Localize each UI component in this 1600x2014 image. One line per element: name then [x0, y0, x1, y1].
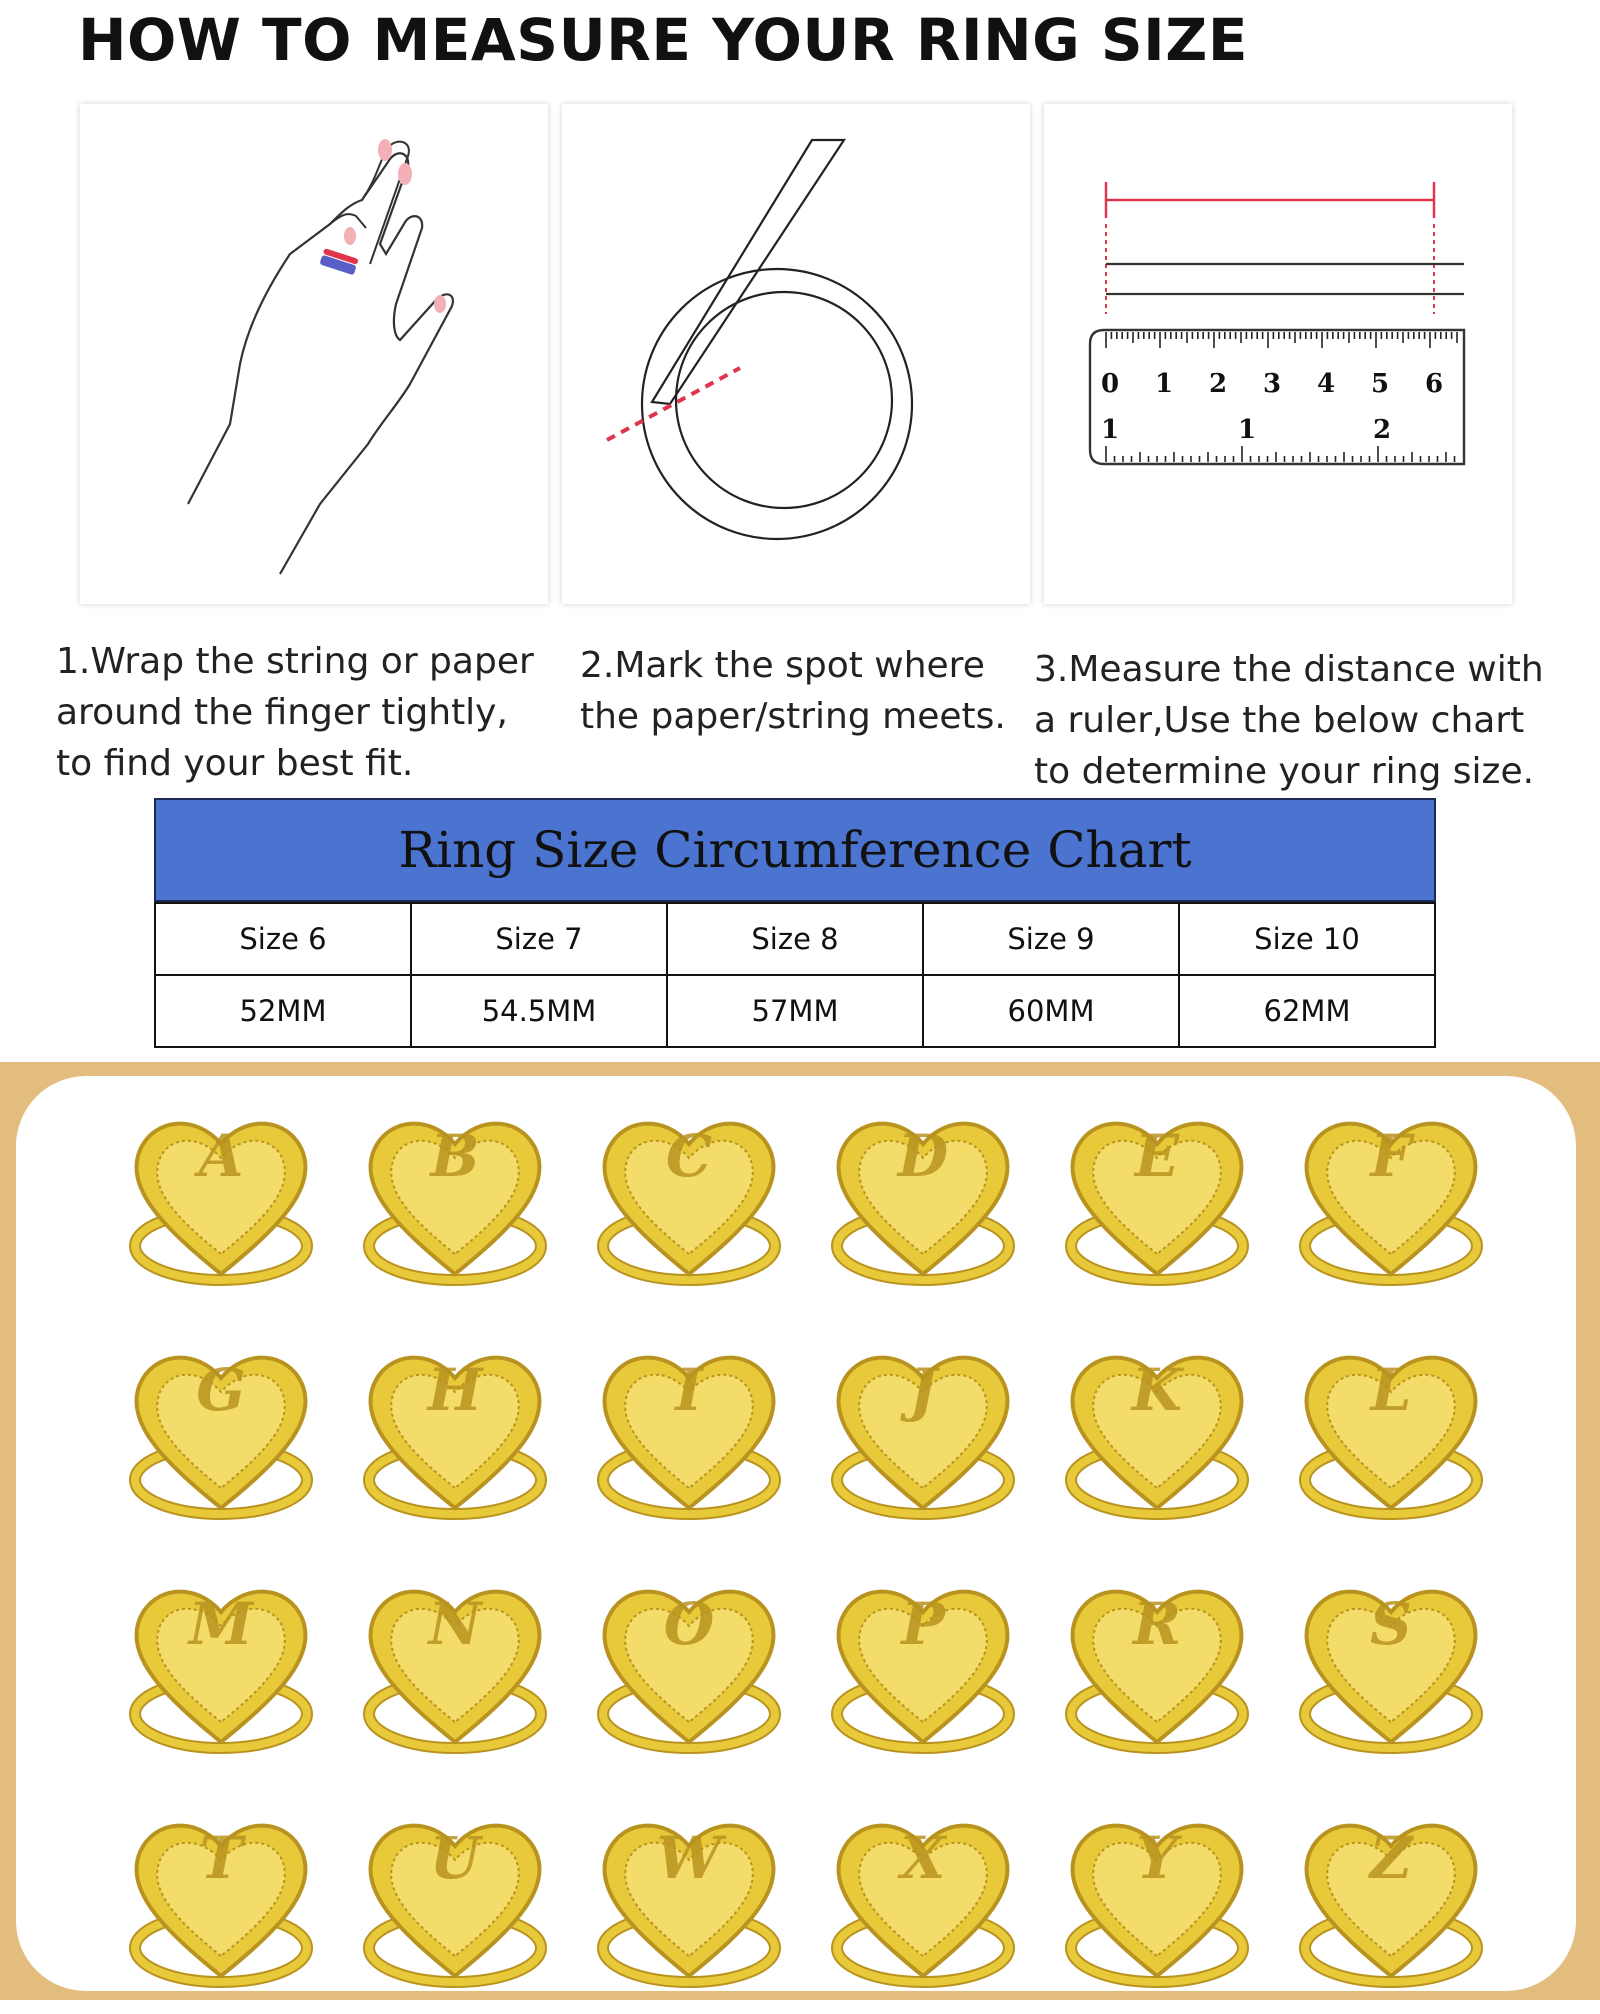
chart-title: Ring Size Circumference Chart	[154, 798, 1436, 902]
ring-size-chart	[154, 798, 1436, 1048]
ruler-cm-label: 4	[1317, 369, 1336, 399]
ruler-inch-label: 1	[1238, 415, 1257, 445]
ring-grid	[104, 1078, 1504, 1988]
ring-initial: P	[901, 1590, 945, 1658]
ruler-cm-label: 3	[1263, 369, 1282, 399]
ring-initial: M	[188, 1590, 254, 1658]
initial-ring-u[interactable]	[338, 1780, 572, 2014]
heart-ring-icon	[572, 1312, 806, 1546]
ring-initial: R	[1132, 1590, 1182, 1658]
initial-ring-y[interactable]	[1040, 1780, 1274, 2014]
heart-ring-icon	[338, 1078, 572, 1312]
heart-ring-icon	[572, 1546, 806, 1780]
initial-ring-t[interactable]	[104, 1780, 338, 2014]
ring-initial: L	[1370, 1356, 1412, 1424]
heart-ring-icon	[104, 1546, 338, 1780]
initial-ring-s[interactable]	[1274, 1546, 1508, 1780]
ring-initial: F	[1370, 1122, 1412, 1190]
size-cell: Size 8	[667, 903, 923, 975]
ring-initial: J	[909, 1356, 937, 1424]
heart-ring-icon	[1040, 1312, 1274, 1546]
ring-initial: H	[427, 1356, 483, 1424]
ruler-cm-label: 0	[1101, 369, 1120, 399]
step-1-illustration	[80, 104, 548, 604]
initial-ring-l[interactable]	[1274, 1312, 1508, 1546]
heart-ring-icon	[338, 1312, 572, 1546]
ring-initial: C	[665, 1122, 713, 1190]
ring-initial: I	[675, 1356, 703, 1424]
initial-ring-c[interactable]	[572, 1078, 806, 1312]
ring-initial: O	[663, 1590, 715, 1658]
ruler-cm-label: 5	[1371, 369, 1390, 399]
heart-ring-icon	[806, 1546, 1040, 1780]
circumference-cell: 60MM	[923, 975, 1179, 1047]
initial-ring-j[interactable]	[806, 1312, 1040, 1546]
circumference-row	[155, 975, 1435, 1047]
ruler-cm-label: 1	[1155, 369, 1174, 399]
initial-ring-n[interactable]	[338, 1546, 572, 1780]
ruler-inch-label: 2	[1373, 415, 1392, 445]
initial-ring-m[interactable]	[104, 1546, 338, 1780]
size-table	[154, 902, 1436, 1048]
heart-ring-icon	[806, 1780, 1040, 2014]
ring-initial: Y	[1136, 1824, 1178, 1892]
heart-ring-icon	[806, 1312, 1040, 1546]
heart-ring-icon	[572, 1780, 806, 2014]
ring-initial: T	[199, 1824, 243, 1892]
heart-ring-icon	[1040, 1078, 1274, 1312]
ring-initial: B	[430, 1122, 480, 1190]
initial-ring-a[interactable]	[104, 1078, 338, 1312]
ruler-cm-label: 6	[1425, 369, 1444, 399]
heart-ring-icon	[338, 1780, 572, 2014]
circumference-cell: 57MM	[667, 975, 923, 1047]
initial-ring-p[interactable]	[806, 1546, 1040, 1780]
circumference-cell: 52MM	[155, 975, 411, 1047]
heart-ring-icon	[1274, 1546, 1508, 1780]
initial-ring-r[interactable]	[1040, 1546, 1274, 1780]
ring-initial: G	[196, 1356, 246, 1424]
heart-ring-icon	[1040, 1546, 1274, 1780]
initial-ring-z[interactable]	[1274, 1780, 1508, 2014]
heart-ring-icon	[806, 1078, 1040, 1312]
ring-initial: S	[1370, 1590, 1412, 1658]
ring-initial: K	[1131, 1356, 1183, 1424]
heart-ring-icon	[572, 1078, 806, 1312]
ring-initial: W	[656, 1824, 722, 1892]
step-1-text: 1.Wrap the string or paper around the finger tightly, to find your best fit.	[56, 641, 534, 784]
heart-ring-icon	[104, 1078, 338, 1312]
size-cell: Size 9	[923, 903, 1179, 975]
ring-initial: Z	[1369, 1824, 1413, 1892]
circumference-cell: 54.5MM	[411, 975, 667, 1047]
heart-ring-icon	[104, 1780, 338, 2014]
step-3-text: 3.Measure the distance with a ruler,Use the below chart to determine your ring size.	[1034, 649, 1544, 792]
initial-ring-e[interactable]	[1040, 1078, 1274, 1312]
heart-ring-icon	[1040, 1780, 1274, 2014]
heart-ring-icon	[338, 1546, 572, 1780]
initial-ring-x[interactable]	[806, 1780, 1040, 2014]
initial-ring-w[interactable]	[572, 1780, 806, 2014]
step-3-illustration	[1044, 104, 1512, 604]
ring-initial: U	[429, 1824, 481, 1892]
initial-ring-g[interactable]	[104, 1312, 338, 1546]
ring-initial: D	[897, 1122, 949, 1190]
initial-ring-d[interactable]	[806, 1078, 1040, 1312]
initial-ring-h[interactable]	[338, 1312, 572, 1546]
heart-ring-icon	[1274, 1312, 1508, 1546]
ring-initial: N	[428, 1590, 482, 1658]
ruler-inch-label: 1	[1101, 415, 1120, 445]
step-2-illustration	[562, 104, 1030, 604]
size-cell: Size 7	[411, 903, 667, 975]
heart-ring-icon	[1274, 1078, 1508, 1312]
circumference-cell: 62MM	[1179, 975, 1435, 1047]
size-cell: Size 6	[155, 903, 411, 975]
ring-initial: X	[900, 1824, 946, 1892]
ruler-icon	[1044, 104, 1512, 604]
ruler-cm-label: 2	[1209, 369, 1228, 399]
initial-ring-f[interactable]	[1274, 1078, 1508, 1312]
hand-with-ring-icon	[80, 104, 548, 604]
ring-initial: A	[198, 1122, 244, 1190]
initial-ring-b[interactable]	[338, 1078, 572, 1312]
initial-ring-k[interactable]	[1040, 1312, 1274, 1546]
size-row	[155, 903, 1435, 975]
step-2-text: 2.Mark the spot where the paper/string meets.	[580, 645, 1006, 737]
page-title: HOW TO MEASURE YOUR RING SIZE	[78, 6, 1248, 74]
heart-ring-icon	[104, 1312, 338, 1546]
initial-ring-i[interactable]	[572, 1312, 806, 1546]
size-cell: Size 10	[1179, 903, 1435, 975]
paper-loop-icon	[562, 104, 1030, 604]
ring-initial: E	[1134, 1122, 1180, 1190]
initial-ring-o[interactable]	[572, 1546, 806, 1780]
heart-ring-icon	[1274, 1780, 1508, 2014]
